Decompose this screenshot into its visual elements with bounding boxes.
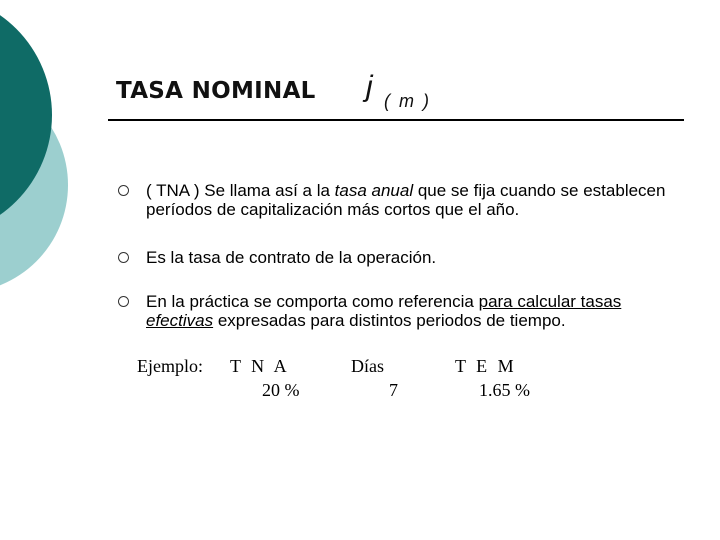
example-label: Ejemplo:: [137, 356, 203, 376]
example-dias-value: 7: [389, 380, 398, 400]
example-tna-value: 20 %: [262, 380, 300, 400]
example-tem-value: 1.65 %: [479, 380, 530, 400]
bullet-circle-icon: [118, 252, 129, 263]
bullet-text-1: [146, 181, 686, 219]
example-tna-header: T N A: [230, 356, 290, 376]
bullet-text-2: Es la tasa de contrato de la operación.: [146, 248, 437, 267]
example-tem-header: T E M: [455, 356, 517, 376]
bullet-circle-icon: [118, 296, 129, 307]
example-dias-header: Días: [351, 356, 384, 376]
bullet-3-post: expresadas para distintos periodos de tiempo.: [213, 311, 566, 330]
decorative-circles: [0, 0, 80, 300]
bullet-circle-icon: [118, 185, 129, 196]
formula-symbol: j: [366, 70, 373, 103]
bullet-1-italic: tasa anual: [334, 181, 414, 200]
bullet-text-3: [146, 292, 686, 330]
bullet-3-underlined: para calcular tasas: [478, 292, 622, 311]
formula-subscript: ( m ): [384, 91, 431, 111]
bullet-1-pre: ( TNA ) Se llama así a la: [146, 181, 335, 200]
bullet-3-underlined-italic: efectivas: [146, 311, 214, 330]
title-divider: [108, 119, 684, 121]
bullet-3-pre: En la práctica se comporta como referencia: [146, 292, 479, 311]
slide-title: TASA NOMINAL: [116, 78, 316, 104]
bullet-1-post: que se fija cuando se establecen períodos de capitalización más cortos que el año.: [146, 181, 666, 219]
